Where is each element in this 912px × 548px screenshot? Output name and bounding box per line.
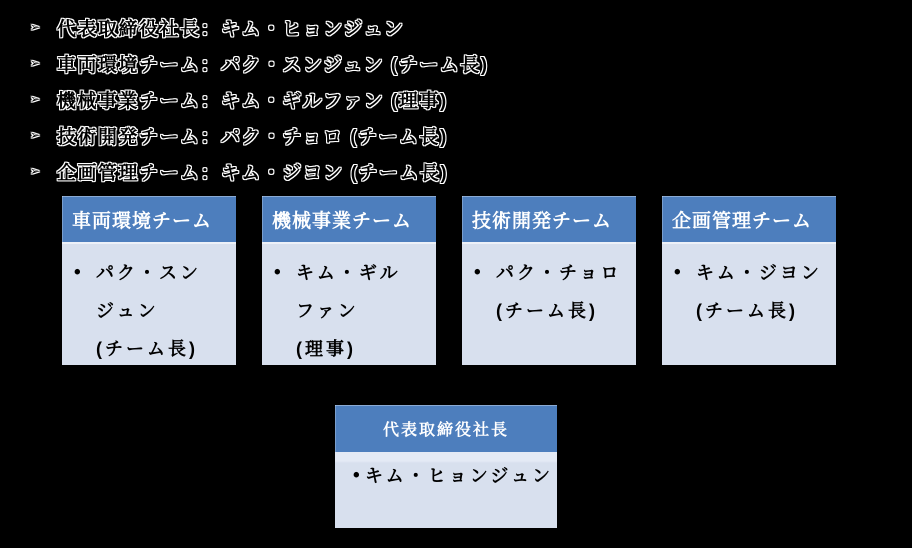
member-name: [365, 458, 553, 494]
arrow-bullet-icon: ➢: [30, 164, 41, 178]
team-box-header: 機械事業チーム: [262, 196, 436, 242]
member-entry: [274, 254, 432, 368]
member-name-line: キム・ジヨン: [696, 263, 822, 283]
member-title-line: (チーム長): [696, 301, 798, 321]
ceo-box: [335, 405, 557, 528]
team-box-body: [62, 242, 236, 365]
list-item: [30, 117, 489, 153]
team-box-header: 車両環境チーム: [62, 196, 236, 242]
team-box-header: 技術開発チーム: [462, 196, 636, 242]
team-box-vehicle-environment: [62, 196, 236, 365]
list-item: [30, 81, 489, 117]
list-item: [30, 153, 489, 189]
member-title-line: (チーム長): [96, 339, 198, 359]
arrow-bullet-icon: ➢: [30, 20, 41, 34]
member-name: [96, 254, 232, 368]
bullet-dot-icon: •: [274, 262, 281, 283]
member-name-line: キム・ヒョンジュン: [364, 466, 553, 486]
member-name-line: パク・スン: [96, 263, 201, 283]
team-box-body: [662, 242, 836, 365]
member-name: [496, 254, 632, 330]
team-box-header: 企画管理チーム: [662, 196, 836, 242]
ceo-box-body: [335, 452, 557, 528]
member-name: [696, 254, 832, 330]
member-entry: [674, 254, 832, 330]
member-title-line: (チーム長): [496, 301, 598, 321]
member-entry: [74, 254, 232, 368]
team-box-body: [262, 242, 436, 365]
team-box-planning-management: [662, 196, 836, 365]
member-name-line: ジュン: [96, 301, 159, 321]
list-item-text: 機械事業チーム：キム・ギルファン (理事): [57, 90, 448, 112]
list-item: [30, 45, 489, 81]
member-title-line: (理事): [296, 339, 356, 359]
bullet-dot-icon: •: [674, 262, 681, 283]
team-box-machinery-business: [262, 196, 436, 365]
list-item: [30, 9, 489, 45]
team-box-tech-development: [462, 196, 636, 365]
team-box-body: [462, 242, 636, 365]
bullet-dot-icon: •: [74, 262, 81, 283]
bullet-dot-icon: •: [353, 465, 360, 486]
member-entry: [353, 458, 553, 494]
bullet-dot-icon: •: [474, 262, 481, 283]
arrow-bullet-icon: ➢: [30, 128, 41, 142]
member-entry: [474, 254, 632, 330]
list-item-text: 技術開発チーム：パク・チョロ (チーム長): [57, 126, 448, 148]
summary-bullet-list: [30, 9, 489, 189]
member-name-line: ファン: [296, 301, 359, 321]
member-name: [296, 254, 432, 368]
arrow-bullet-icon: ➢: [30, 56, 41, 70]
list-item-text: 企画管理チーム：キム・ジヨン (チーム長): [57, 162, 449, 184]
ceo-box-header: 代表取締役社長: [335, 405, 557, 452]
list-item-text: 代表取締役社長：キム・ヒョンジュン: [57, 18, 405, 40]
member-name-line: キム・ギル: [296, 263, 401, 283]
member-name-line: パク・チョロ: [496, 263, 622, 283]
arrow-bullet-icon: ➢: [30, 92, 41, 106]
list-item-text: 車両環境チーム：パク・スンジュン (チーム長): [57, 54, 489, 76]
